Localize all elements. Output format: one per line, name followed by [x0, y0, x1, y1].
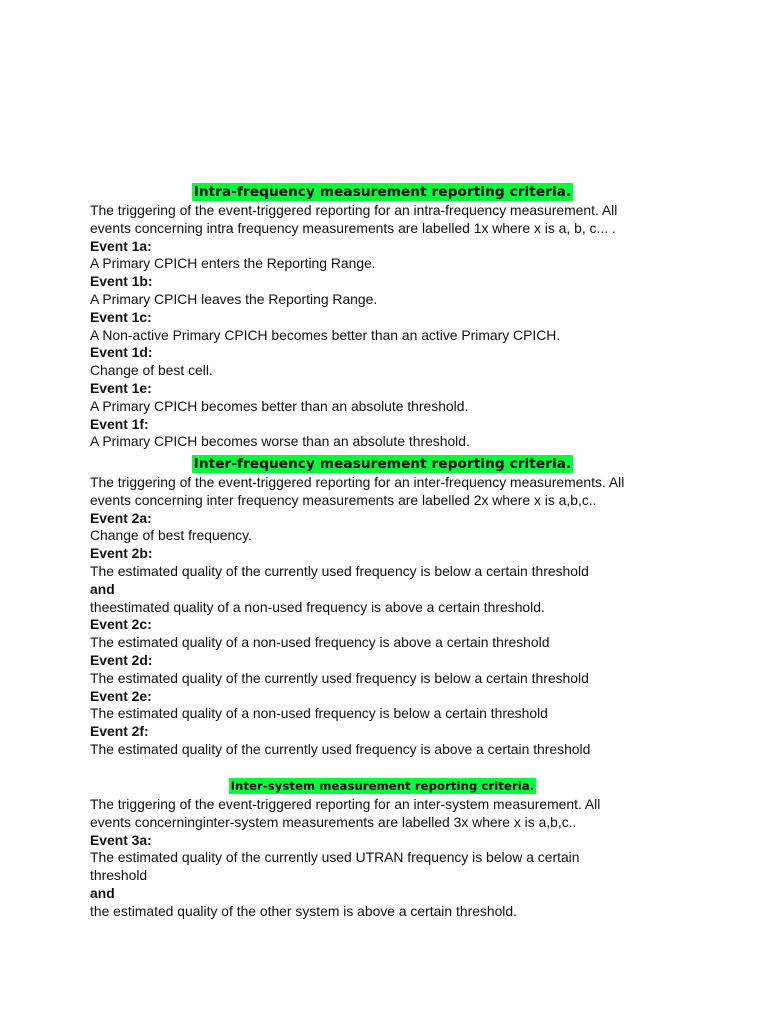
event-label: Event 3a:	[90, 831, 152, 848]
inter-system-section	[90, 776, 675, 921]
event-description: Change of best cell.	[90, 362, 213, 379]
event-description: The estimated quality of the currently used frequency is below a certain threshold	[90, 562, 589, 579]
intro-line: events concerning inter frequency measurements are labelled 2x where x is a,b,c..	[90, 491, 597, 508]
event-description: theestimated quality of a non-used frequency is above a certain threshold.	[90, 598, 545, 615]
intro-line: The triggering of the event-triggered reporting for an intra-frequency measurement. All	[90, 202, 618, 218]
and-label: and	[90, 580, 115, 597]
section-heading: Inter-system measurement reporting criteria.	[230, 779, 535, 793]
intro-line: events concerninginter-system measurements are labelled 3x where x is a,b,c..	[90, 813, 577, 830]
event-description: A Non-active Primary CPICH becomes better than an active Primary CPICH.	[90, 326, 561, 343]
event-label: Event 2e:	[90, 687, 152, 704]
event-label: Event 2a:	[90, 509, 152, 526]
and-label: and	[90, 884, 115, 901]
event-label: Event 1b:	[90, 273, 153, 290]
event-label: Event 1a:	[90, 237, 152, 254]
event-label: Event 2f:	[90, 723, 149, 740]
event-label: Event 2d:	[90, 651, 153, 668]
event-description: The estimated quality of a non-used frequency is above a certain threshold	[90, 634, 550, 651]
event-description: the estimated quality of the other system is above a certain threshold.	[90, 902, 517, 919]
event-label: Event 1c:	[90, 308, 152, 325]
event-description: A Primary CPICH enters the Reporting Range.	[90, 255, 376, 272]
event-description: Change of best frequency.	[90, 527, 252, 544]
intro-line: The triggering of the event-triggered reporting for an inter-system measurement. All	[90, 796, 601, 812]
event-description: The estimated quality of a non-used frequency is below a certain threshold	[90, 705, 548, 722]
event-description: A Primary CPICH becomes worse than an absolute threshold.	[90, 433, 470, 450]
event-description: The estimated quality of the currently used frequency is above a certain threshold	[90, 740, 591, 757]
intro-line: The triggering of the event-triggered reporting for an inter-frequency measurements. All	[90, 474, 625, 490]
intra-frequency-section	[90, 182, 675, 451]
inter-frequency-section	[90, 454, 675, 759]
event-description: threshold	[90, 867, 148, 884]
event-description: A Primary CPICH leaves the Reporting Range.	[90, 290, 378, 307]
event-label: Event 1f:	[90, 415, 149, 432]
event-label: Event 2c:	[90, 616, 152, 633]
section-heading: Inter-frequency measurement reporting criteria.	[193, 456, 572, 472]
event-label: Event 1d:	[90, 344, 153, 361]
event-description: A Primary CPICH becomes better than an absolute threshold.	[90, 397, 469, 414]
event-description: The estimated quality of the currently used UTRAN frequency is below a certain	[90, 849, 580, 866]
event-description: The estimated quality of the currently used frequency is below a certain threshold	[90, 669, 589, 686]
event-label: Event 2b:	[90, 545, 153, 562]
section-heading: Intra-frequency measurement reporting criteria.	[193, 184, 572, 200]
intro-line: events concerning intra frequency measurements are labelled 1x where x is a, b, c... .	[90, 219, 616, 236]
event-label: Event 1e:	[90, 379, 152, 396]
